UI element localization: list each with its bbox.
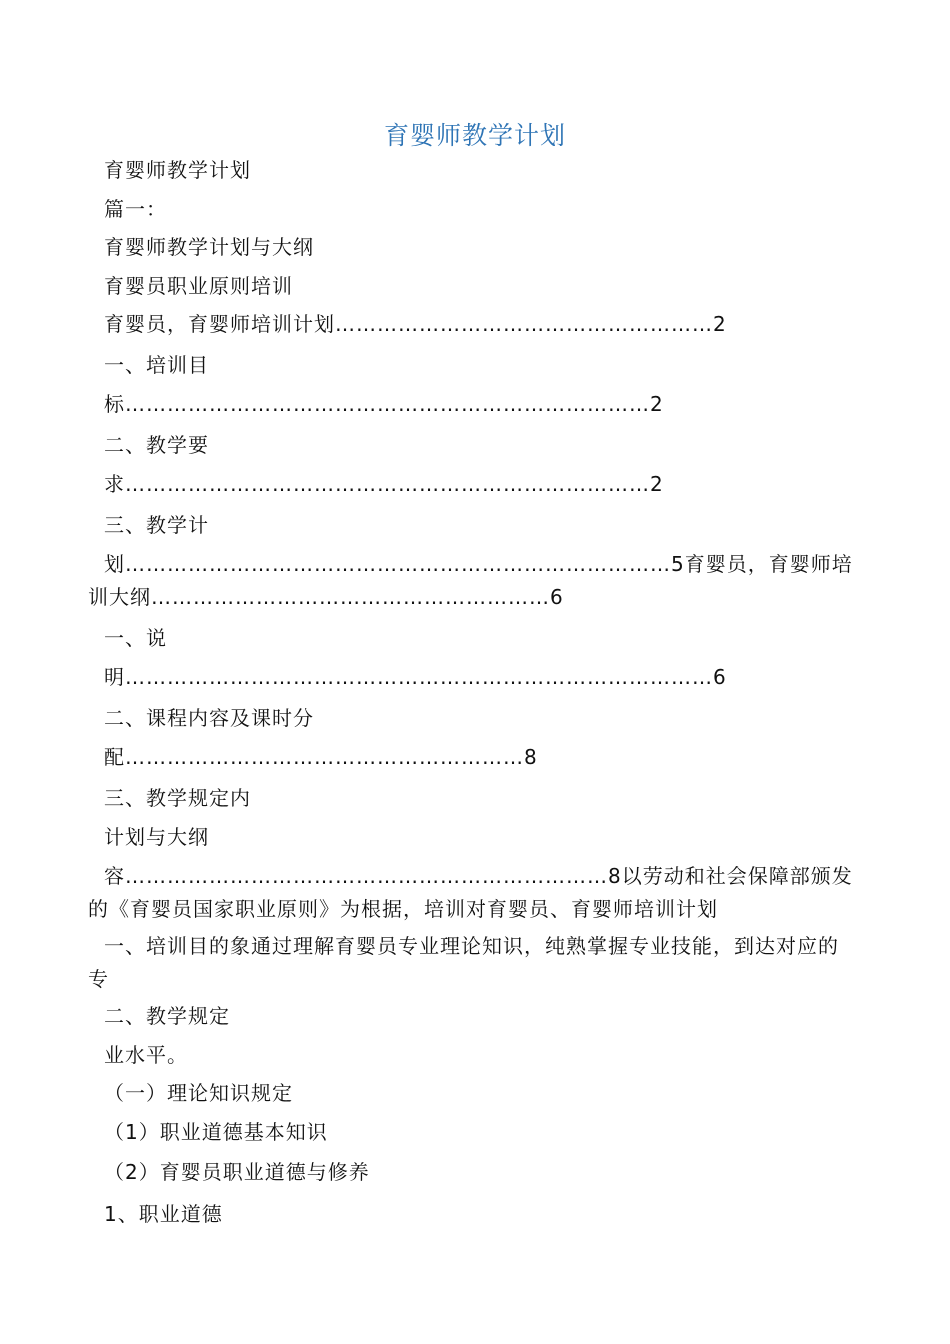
text-line: （2）育婴员职业道德与修养: [104, 1160, 370, 1184]
document-title: 育婴师教学计划: [383, 121, 566, 150]
toc-line: 明…………………………………………………………………………6: [104, 665, 727, 689]
text-line: 二、教学规定: [104, 1004, 230, 1028]
text-line: 一、说: [104, 626, 167, 650]
text-line: 二、教学要: [104, 433, 209, 457]
toc-line: 求…………………………………………………………………2: [104, 472, 664, 496]
text-line: 篇一：: [104, 197, 167, 221]
text-line: （1）职业道德基本知识: [104, 1120, 328, 1144]
text-line: 业水平。: [104, 1043, 188, 1067]
toc-line: 配…………………………………………………8: [104, 745, 538, 769]
text-line: （一）理论知识规定: [104, 1081, 293, 1105]
text-line: 三、教学规定内: [104, 786, 251, 810]
text-line: 育婴师教学计划与大纲: [104, 235, 314, 259]
text-line: 一、培训目: [104, 353, 209, 377]
toc-paragraph: 划……………………………………………………………………5育婴员，育婴师培训大纲…………………………………………………6: [88, 552, 853, 609]
toc-line: 育婴员，育婴师培训计划………………………………………………2: [104, 312, 727, 336]
text-line: 1、职业道德: [104, 1202, 223, 1226]
body-paragraph: 一、培训目的象通过理解育婴员专业理论知识，纯熟掌握专业技能，到达对应的专: [88, 934, 839, 991]
text-line: 育婴师教学计划: [104, 158, 251, 182]
text-line: 二、课程内容及课时分: [104, 706, 314, 730]
body-paragraph: 容……………………………………………………………8以劳动和社会保障部颁发的《育婴员国家职业原则》为根据，培训对育婴员、育婴师培训计划: [88, 864, 853, 921]
text-line: 三、教学计: [104, 513, 209, 537]
toc-line: 标…………………………………………………………………2: [104, 392, 664, 416]
text-line: 计划与大纲: [104, 825, 209, 849]
text-line: 育婴员职业原则培训: [104, 274, 293, 298]
